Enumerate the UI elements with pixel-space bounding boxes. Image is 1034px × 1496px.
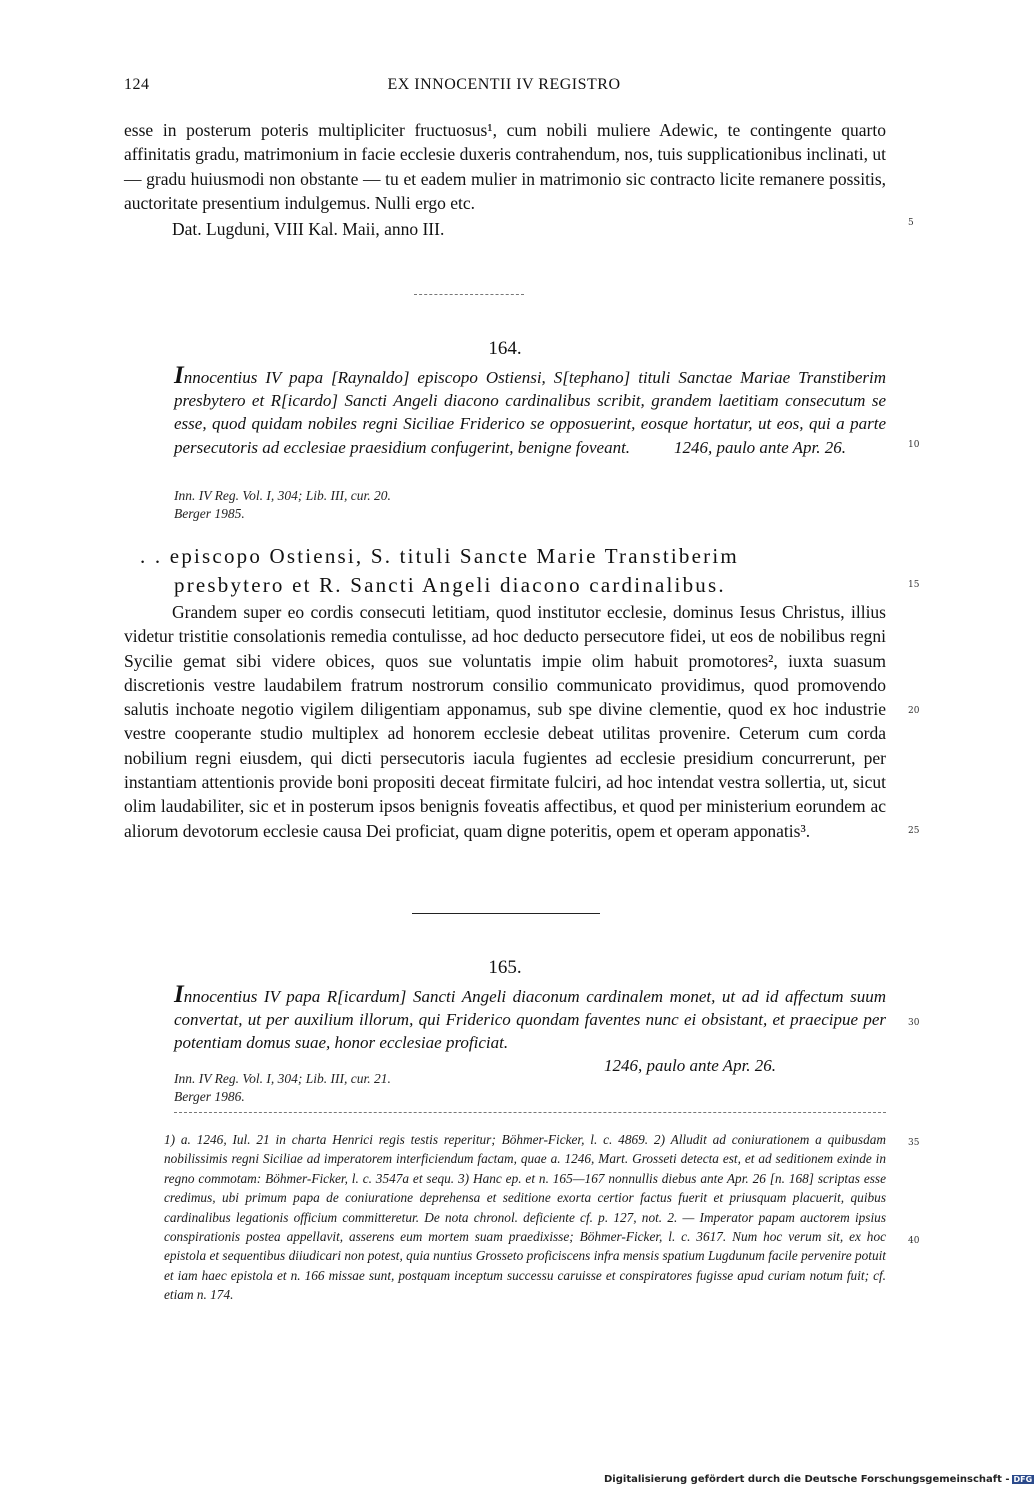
page-header [124,76,884,100]
letter-body-164 [124,600,886,843]
address-164 [140,542,880,600]
line-number: 25 [908,826,920,836]
continuation-text: esse in posterum poteris multipliciter fructuosus¹, cum nobili muliere Adewic, te contingente quarto affinitatis gradu, matrimonium in facie ecclesie duxeris contrahendum, nos, tuis supplicationibus inclinati, ut — gradu huiusmodi non obstante — tu et eadem mulier in matrimonio sic contracto licite remanere possitis, auctoritate presentium indulgemus. Nulli ergo etc. [124,120,886,213]
address-line-2: presbytero et R. Sancti Angeli diacono cardinalibus. [174,573,726,597]
doc-number-164: 164. [488,338,522,359]
regest-date: 1246, paulo ante Apr. 26. [604,1056,777,1075]
source-berger: Berger 1985. [174,506,245,521]
line-number: 10 [908,440,920,450]
dfg-logo: DFG [1013,1475,1033,1484]
section-divider [412,913,600,914]
doc-number-165: 165. [488,957,522,978]
letter-text: Grandem super eo cordis consecuti letitiam, quod institutor ecclesie, dominus Iesus Christus, illius videtur tristitie consolationis remedia contulisse, ad hoc deducto persecutore fidei, ut eos de nobilibus regni Sycilie gemat sibi videre obices, quos sue voluntatis impie olim habuit promotores², iuxta suasum discretionis vestre laudabilem fratrum nostrorum consilio communicato providimus, quod promovendo salutis inchoate negotio vigilem diligentiam apponamus, sub spe divine clementie, quod ex hoc industrie vestre cooperante studio multiplex ad honorem ecclesie debeat utilitas provenire. Ceterum cum corda nobilium regni eiusdem, qui dicti persecutoris iacula fugientes ad ecclesie presidium concurrerunt, per instantiam attentionis provide boni propositi deceat firmitate fulciri, ad hoc intendat vestra sollertia, ut, sicut olim laudabiliter, sic et in posterum ipsos benignis foveatis affectibus, et quod per ministerium eorundem ac aliorum devotorum ecclesie causa Dei proficiat, quam digne poteritis, opem et operam apponatis³. [124,602,886,841]
line-number: 40 [908,1236,920,1246]
section-divider [414,294,524,295]
footnote-rule [174,1112,886,1113]
source-165 [174,1070,391,1106]
line-number: 5 [908,218,914,228]
dating-clause: Dat. Lugduni, VIII Kal. Maii, anno III. [172,219,445,240]
running-title: EX INNOCENTII IV REGISTRO [387,76,621,93]
regest-text: nnocentius IV papa R[icardum] Sancti Angeli diaconum cardinalem monet, ut ad id affectum suum convertat, ut per auxilium illorum, qui Friderico quondam faventes nunc ei obsistant, et praecipue per potentiam domus suae, honor ecclesiae proficiat. [174,987,886,1053]
dfg-credit [604,1474,1034,1485]
source-164 [174,487,391,523]
source-register: Inn. IV Reg. Vol. I, 304; Lib. III, cur. 21. [174,1071,391,1086]
address-line-1: . . episcopo Ostiensi, S. tituli Sancte Marie Transtiberim [140,544,739,568]
line-number: 30 [908,1018,920,1028]
page-number: 124 [124,76,150,93]
continuation-paragraph [124,118,886,241]
dfg-credit-text: Digitalisierung gefördert durch die Deutsche Forschungsgemeinschaft - [604,1474,1010,1485]
regest-initial: I [174,362,184,389]
regest-164 [174,364,886,459]
line-number: 20 [908,706,920,716]
line-number: 35 [908,1138,920,1148]
source-register: Inn. IV Reg. Vol. I, 304; Lib. III, cur. 20. [174,488,391,503]
regest-text: nnocentius IV papa [Raynaldo] episcopo Ostiensi, S[tephano] tituli Sanctae Mariae Transtiberim presbytero et R[icardo] Sancti Angeli diacono cardinalibus scribit, grandem laetitiam consecutum se esse, quod quidam nobiles regni Siciliae Friderico se opposuerint, eosque hortatur, ut eos, qui a parte persecutoris ad ecclesiae praesidium confugerint, benigne foveant. [174,368,886,457]
source-berger: Berger 1986. [174,1089,245,1104]
regest-165 [174,983,886,1055]
regest-date: 1246, paulo ante Apr. 26. [673,437,846,457]
footnotes: 1) a. 1246, Iul. 21 in charta Henrici regis testis reperitur; Böhmer-Ficker, l. c. 4869. 2) Alludit ad coniurationem a quibusdam nobilissimis regni Siciliae ad imperatorem interficiendum factam, quae a. 1246, Mart. Grosseti detecta est, et ad seditionem exinde in regno commotam: Böhmer-Ficker, l. c. 3547a et sequ. 3) Hanc ep. et n. 165—167 nonnullis diebus ante Apr. 26 [n. 168] scriptas esse credimus, ubi primum papa de coniuratione deprehensa et seditione exorta certior factus fuerit et priusquam placuerit, quibus cardinalibus legationis officium committeretur. De nota chronol. deficiente cf. p. 127, not. 2. — Imperator papam auctorem ipsius conspirationis postea appellavit, asserens eum mortem suam praedixisse; Böhmer-Ficker, l. c. 3617. Num hoc verum sit, ex hoc epistola et sequentibus diiudicari non potest, quia nuntius Grosseto proficiscens infra mensis spatium Lugdunum facile pervenire potuit et iam haec epistola et n. 166 missae sunt, postquam inceptum successu caruisse et conspiratores fugisse apud curiam notum fuit; cf. etiam n. 174. [164,1132,886,1303]
line-number: 15 [908,580,920,590]
regest-initial: I [174,981,184,1008]
